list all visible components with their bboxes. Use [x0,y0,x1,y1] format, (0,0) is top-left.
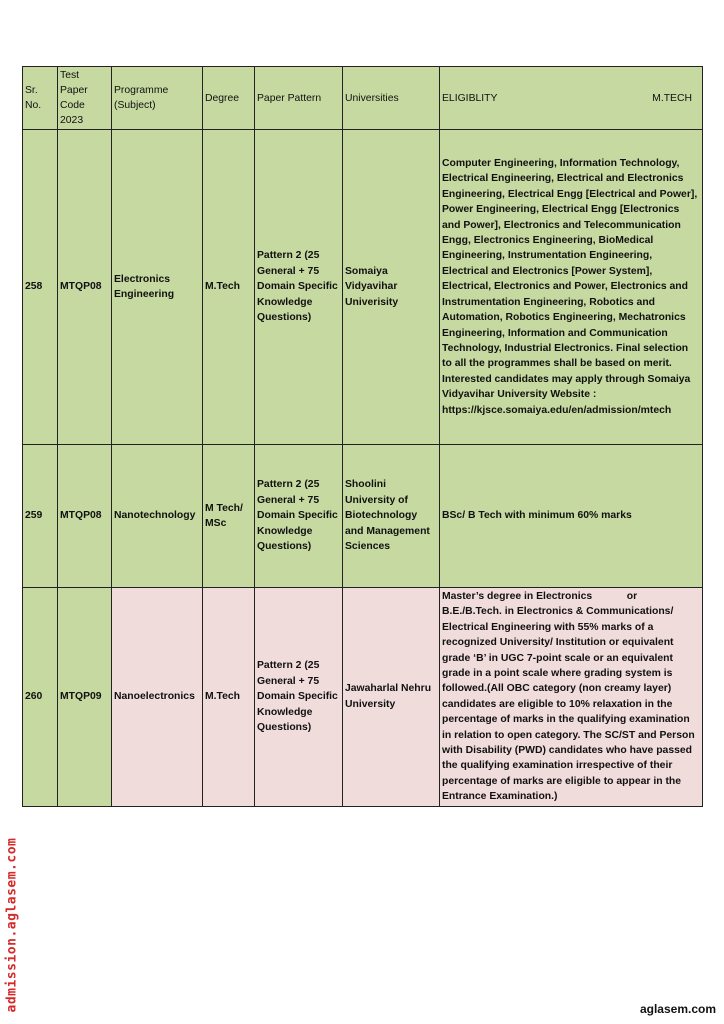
header-mtech-label: M.TECH [652,92,692,104]
table-row [23,130,703,445]
cell-eligibility: Computer Engineering, Information Technology, Electrical Engineering, Electrical and Electronics Engineering, Electrical Engg [Electrical and Power], Power Engineering, Electrical Engg [Electronics and Power], Electronics and Telecommunication Engg, Electronics Engineering, BioMedical Engineering, Instrumentation Engineering, Electrical and Electronics [Power System], Electrical, Electronics and Power, Electronics and Instrumentation Engineering, Robotics and Automation, Robotics Engineering, Mechatronics Engineering, Information and Communication Technology, Industrial Electronics. Final selection to all the programmes shall be based on merit. Interested candidates may apply through Somaiya Vidyavihar University Website : https://kjsce.somaiya.edu/en/admission/mtech [440,130,703,445]
cell-university: Somaiya Vidyavihar Univerisity [343,130,440,445]
cell-programme: Electronics Engineering [112,130,203,445]
cell-programme: Nanotechnology [112,445,203,588]
header-sr: Sr. No. [23,67,58,130]
cell-programme: Nanoelectronics [112,588,203,807]
header-pattern: Paper Pattern [255,67,343,130]
cell-pattern: Pattern 2 (25 General + 75 Domain Specific Knowledge Questions) [255,445,343,588]
header-eligibility [440,67,703,130]
table-row [23,445,703,588]
cell-university: Shoolini University of Biotechnology and Management Sciences [343,445,440,588]
watermark-text: admission.aglasem.com [4,837,20,1013]
cell-pattern: Pattern 2 (25 General + 75 Domain Specific Knowledge Questions) [255,588,343,807]
cell-degree: M.Tech [203,588,255,807]
header-degree: Degree [203,67,255,130]
eligibility-text: B.E./B.Tech. in Electronics & Communications/ Electrical Engineering with 55% marks of a recognized University/ Institution or equivalent grade ‘B’ in UGC 7-point scale or an equivalent grade in a point scale where grading system is followed.(All OBC category (non creamy layer) candidates are eligible to 10% relaxation in the percentage of marks in the qualifying examination in relation to open category. The SC/ST and Person with Disability (PWD) candidates who have passed the qualifying examination irrespective of their percentage of marks are eligible to appear in the Entrance Examination.) [442,606,695,803]
header-eligibility-label: ELIGIBLITY [442,92,498,104]
cell-code: MTQP08 [58,445,112,588]
cell-sr: 258 [23,130,58,445]
cell-code: MTQP09 [58,588,112,807]
table-row [23,588,703,807]
header-programme: Programme (Subject) [112,67,203,130]
eligibility-table [22,66,703,807]
cell-code: MTQP08 [58,130,112,445]
eligibility-line-1: Master’s degree in Electronics or [442,591,638,602]
cell-degree: M.Tech [203,130,255,445]
cell-eligibility: BSc/ B Tech with minimum 60% marks [440,445,703,588]
cell-sr: 259 [23,445,58,588]
header-code: Test Paper Code 2023 [58,67,112,130]
cell-pattern: Pattern 2 (25 General + 75 Domain Specific Knowledge Questions) [255,130,343,445]
brand-footer: aglasem.com [639,1002,716,1016]
cell-university: Jawaharlal Nehru University [343,588,440,807]
cell-eligibility [440,588,703,807]
table-header-row [23,67,703,130]
cell-degree: M Tech/ MSc [203,445,255,588]
header-universities: Universities [343,67,440,130]
cell-sr: 260 [23,588,58,807]
